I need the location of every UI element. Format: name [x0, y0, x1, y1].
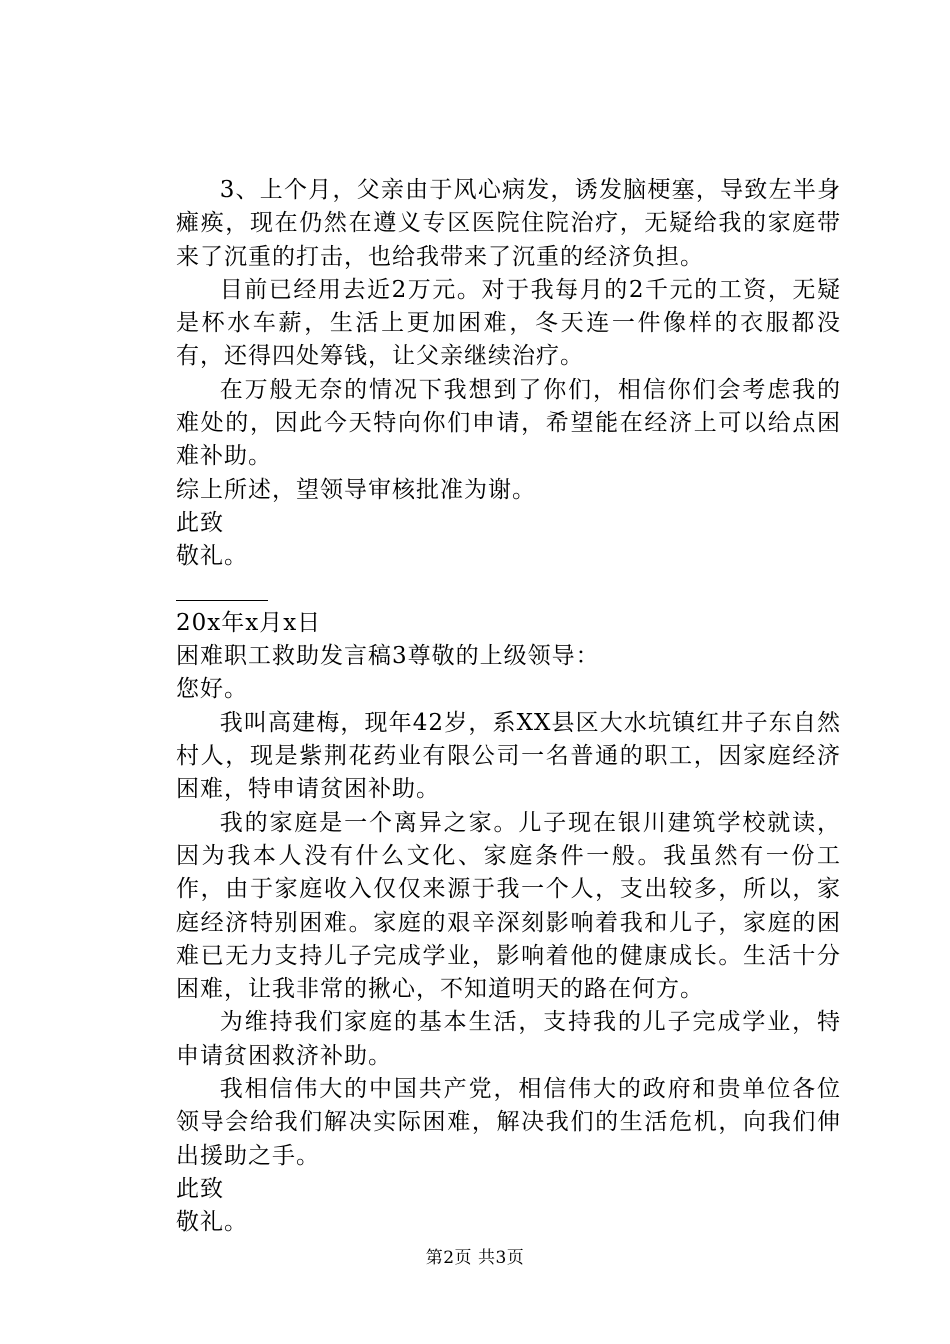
page-footer: 第2页 共3页	[425, 1248, 525, 1268]
closing-cizhi: 此致	[176, 509, 224, 536]
paragraph-expenses: 目前已经用去近2万元。对于我每月的2千元的工资，无疑是杯水车薪，生活上更加困难，冬天连一件像样的衣服都没有，还得四处筹钱，让父亲继续治疗。	[176, 276, 841, 370]
closing-jingli: 敬礼。	[176, 543, 248, 570]
document-body	[176, 174, 841, 1240]
paragraph-family-situation: 我的家庭是一个离异之家。儿子现在银川建筑学校就读，因为我本人没有什么文化、家庭条件一般。我虽然有一份工作，由于家庭收入仅仅来源于我一个人，支出较多，所以，家庭经济特别困难。家庭的艰辛深刻影响着我和儿子，家庭的困难已无力支持儿子完成学业，影响着他的健康成长。生活十分困难，让我非常的揪心，不知道明天的路在何方。	[176, 809, 841, 1003]
paragraph-self-intro: 我叫高建梅，现年42岁，系XX县区大水坑镇红井子东自然村人，现是紫荆花药业有限公司一名普通的职工，因家庭经济困难，特申请贫困补助。	[176, 709, 841, 803]
second-letter-title: 困难职工救助发言稿3尊敬的上级领导：	[176, 643, 600, 670]
date-line: 20x年x月x日	[176, 609, 322, 636]
closing-cizhi-2: 此致	[176, 1175, 224, 1202]
paragraph-summary: 综上所述，望领导审核批准为谢。	[176, 476, 536, 503]
paragraph-request: 在万般无奈的情况下我想到了你们，相信你们会考虑我的难处的，因此今天特向你们申请，希望能在经济上可以给点困难补助。	[176, 376, 841, 470]
paragraph-trust: 我相信伟大的中国共产党，相信伟大的政府和贵单位各位领导会给我们解决实际困难，解决我们的生活危机，向我们伸出援助之手。	[176, 1076, 841, 1169]
greeting: 您好。	[176, 676, 248, 703]
paragraph-father-illness: 3、上个月，父亲由于风心病发，诱发脑梗塞，导致左半身瘫痪，现在仍然在遵义专区医院住院治疗，无疑给我的家庭带来了沉重的打击，也给我带来了沉重的经济负担。	[176, 177, 841, 270]
closing-jingli-2: 敬礼。	[176, 1209, 248, 1236]
paragraph-aid-request: 为维持我们家庭的基本生活，支持我的儿子完成学业，特申请贫困救济补助。	[176, 1009, 841, 1069]
signature-line	[176, 574, 268, 607]
